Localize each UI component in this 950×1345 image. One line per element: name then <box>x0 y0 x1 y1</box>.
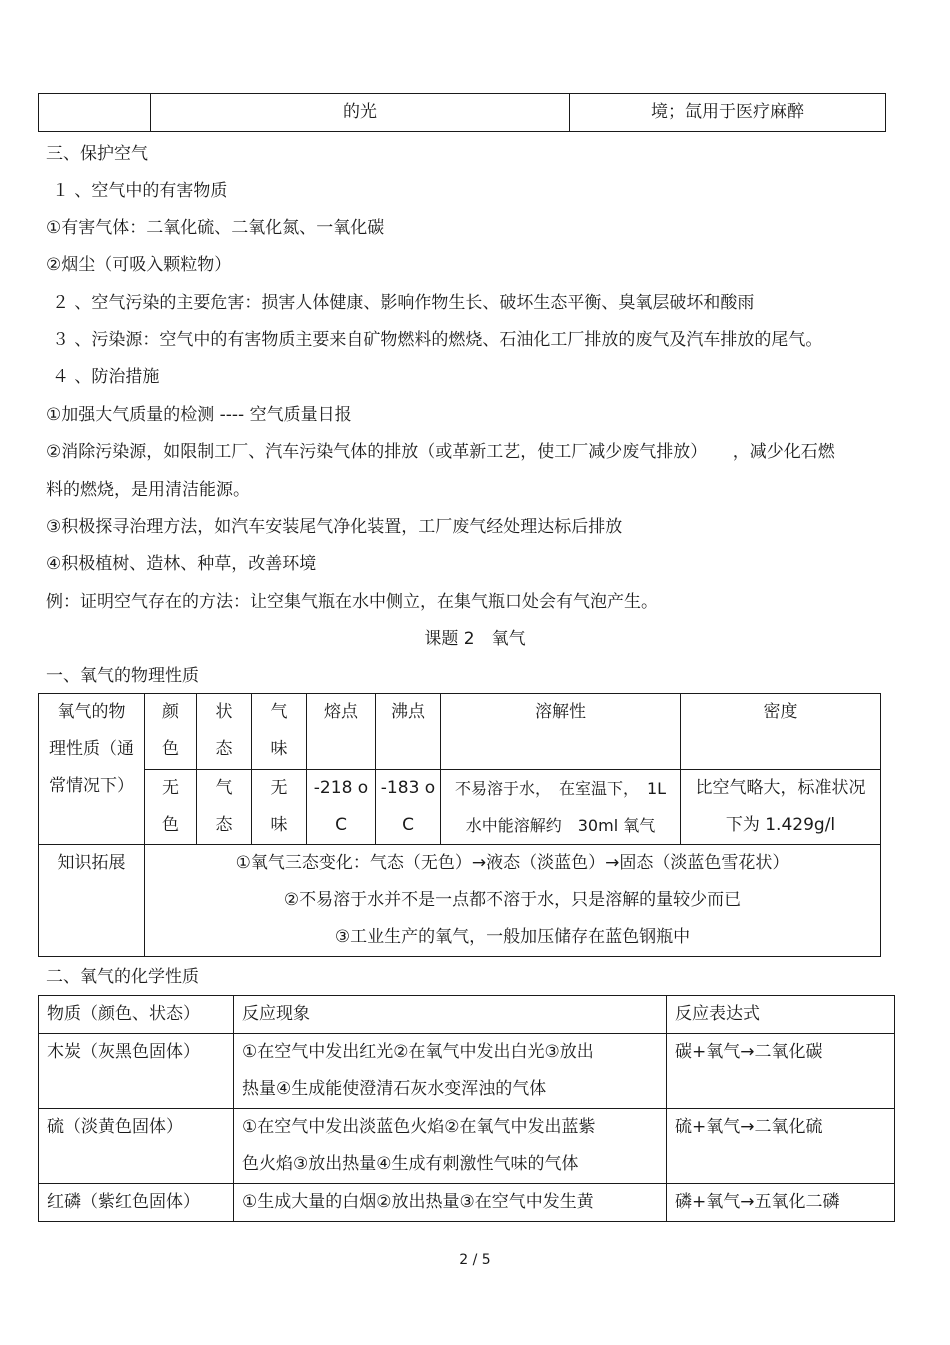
header-density <box>681 694 881 770</box>
value-line: 下为 1.429g/l <box>725 815 836 835</box>
page-number: 2 / 5 <box>459 1252 491 1268</box>
value-line: C <box>402 815 414 835</box>
row-label-line: 氧气的物 <box>57 702 126 722</box>
value-line: 色 <box>162 815 179 835</box>
ext-line: ②不易溶于水并不是一点都不溶于水，只是溶解的量较少而已 <box>283 890 742 910</box>
phys-row-label <box>39 694 145 845</box>
phen-line: ①在空气中发出红光②在氧气中发出白光③放出 <box>242 1042 594 1062</box>
header-line: 沸点 <box>391 702 425 722</box>
value-solubility <box>441 770 681 845</box>
header-line: 气 <box>270 702 288 722</box>
header-boiling-point <box>376 694 441 770</box>
measure-3: ③积极探寻治理方法，如汽车安装尾气净化装置，工厂废气经处理达标后排放 <box>46 517 623 537</box>
ext-line: ①氧气三态变化：气态（无色）→液态（淡蓝色）→固态（淡蓝色雪花状） <box>235 853 790 873</box>
header-line: 态 <box>215 739 233 759</box>
header-melting-point <box>307 694 376 770</box>
value-density <box>681 770 881 845</box>
value-line: -183 o <box>380 778 436 798</box>
chem-substance: 硫（淡黄色固体） <box>39 1109 234 1184</box>
chem-expression: 碳+氧气→二氧化碳 <box>667 1034 895 1109</box>
value-line: 味 <box>270 815 288 835</box>
value-line: 态 <box>215 815 233 835</box>
top-table <box>38 93 886 132</box>
header-smell <box>252 694 307 770</box>
phen-line: 热量④生成能使澄清石灰水变浑浊的气体 <box>242 1079 547 1099</box>
item4: ４ 、防治措施 <box>52 367 160 387</box>
value-line: 水中能溶解约 30ml 氧气 <box>465 816 656 835</box>
phen-line: ①在空气中发出淡蓝色火焰②在氧气中发出蓝紫 <box>242 1117 596 1137</box>
value-line: -218 o <box>313 778 369 798</box>
header-line: 密度 <box>763 702 798 722</box>
ext-line: ③工业生产的氧气，一般加压储存在蓝色钢瓶中 <box>334 927 691 947</box>
measure-2-line1: ②消除污染源，如限制工厂、汽车污染气体的排放（或革新工艺，使工厂减少废气排放） ，减少化石燃 <box>46 442 835 462</box>
section3-heading: 三、保护空气 <box>46 144 148 164</box>
header-line: 颜 <box>162 702 179 722</box>
header-line: 味 <box>270 739 288 759</box>
chem-phenomenon <box>234 1109 667 1184</box>
chem-phenomenon <box>234 1034 667 1109</box>
chem-expression: 磷+氧气→五氧化二磷 <box>667 1184 895 1222</box>
example: 例：证明空气存在的方法：让空集气瓶在水中侧立，在集气瓶口处会有气泡产生。 <box>46 592 658 612</box>
header-color <box>145 694 197 770</box>
knowledge-extension-content <box>145 845 881 957</box>
knowledge-extension-table <box>38 844 881 957</box>
header-line: 溶解性 <box>535 702 586 722</box>
value-line: 气 <box>215 778 233 798</box>
top-table-cell-1 <box>39 94 151 132</box>
physical-heading: 一、氧气的物理性质 <box>46 666 199 686</box>
value-smell <box>252 770 307 845</box>
chemical-heading: 二、氧气的化学性质 <box>46 967 199 987</box>
header-line: 色 <box>162 739 179 759</box>
value-melting-point <box>307 770 376 845</box>
item1: １ 、空气中的有害物质 <box>52 181 228 201</box>
header-solubility <box>441 694 681 770</box>
value-boiling-point <box>376 770 441 845</box>
item2: ２ 、空气污染的主要危害：损害人体健康、影响作物生长、破坏生态平衡、臭氧层破坏和酸雨 <box>52 293 755 313</box>
value-line: 无 <box>162 778 179 798</box>
item1b: ②烟尘（可吸入颗粒物） <box>46 255 232 275</box>
chem-phenomenon <box>234 1184 667 1222</box>
value-line: 不易溶于水， 在室温下， 1L <box>454 779 667 798</box>
measure-1: ①加强大气质量的检测 ---- 空气质量日报 <box>46 405 352 425</box>
chem-header-substance: 物质（颜色、状态） <box>39 996 234 1034</box>
item1a: ①有害气体：二氧化硫、二氧化氮、一氧化碳 <box>46 218 385 238</box>
value-color <box>145 770 197 845</box>
chem-header-expression: 反应表达式 <box>667 996 895 1034</box>
lesson-title: 课题 2 氧气 <box>424 629 526 649</box>
header-line: 状 <box>215 702 233 722</box>
row-label-line: 理性质（通 <box>49 739 134 759</box>
chem-header-phenomenon: 反应现象 <box>234 996 667 1034</box>
value-line: C <box>335 815 347 835</box>
item3: ３ 、污染源：空气中的有害物质主要来自矿物燃料的燃烧、石油化工厂排放的废气及汽车排放的尾气。 <box>52 330 823 350</box>
knowledge-extension-label: 知识拓展 <box>39 845 145 957</box>
value-state <box>197 770 252 845</box>
header-state <box>197 694 252 770</box>
phen-line: 色火焰③放出热量④生成有刺激性气味的气体 <box>242 1154 579 1174</box>
top-table-cell-2: 的光 <box>151 94 570 132</box>
header-line: 熔点 <box>324 702 358 722</box>
top-table-cell-3: 境；氙用于医疗麻醉 <box>570 94 886 132</box>
phen-line: ①生成大量的白烟②放出热量③在空气中发生黄 <box>242 1192 594 1212</box>
value-line: 比空气略大，标准状况 <box>695 778 866 798</box>
value-line: 无 <box>270 778 288 798</box>
chem-substance: 红磷（紫红色固体） <box>39 1184 234 1222</box>
chem-expression: 硫+氧气→二氧化硫 <box>667 1109 895 1184</box>
chemical-properties-table <box>38 995 895 1222</box>
physical-properties-table <box>38 693 881 845</box>
chem-substance: 木炭（灰黑色固体） <box>39 1034 234 1109</box>
measure-4: ④积极植树、造林、种草，改善环境 <box>46 554 317 574</box>
measure-2-line2: 料的燃烧，是用清洁能源。 <box>46 480 250 500</box>
row-label-line: 常情况下） <box>49 776 134 796</box>
